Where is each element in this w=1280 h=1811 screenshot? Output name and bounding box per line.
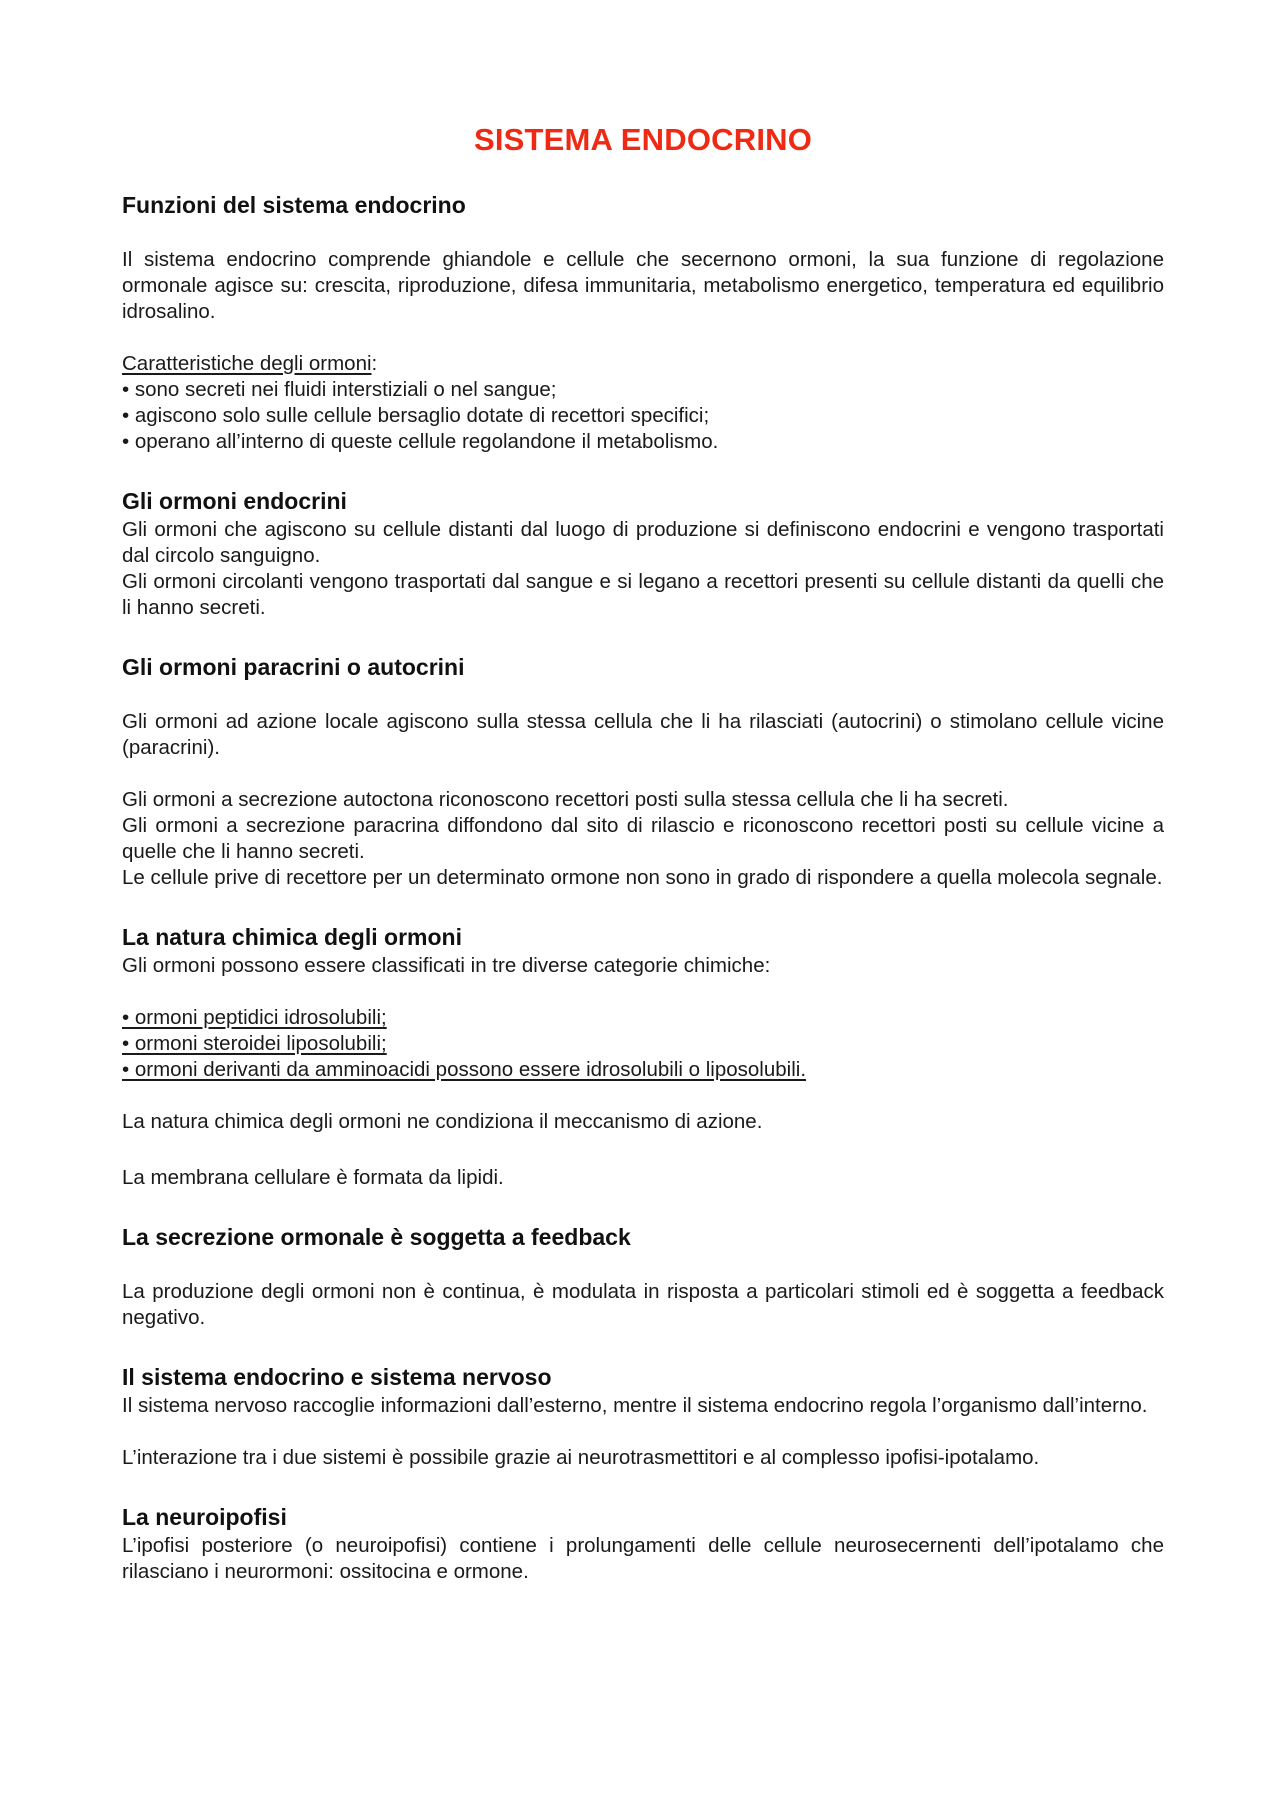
section-feedback bbox=[122, 1221, 1164, 1331]
list-title-line bbox=[122, 351, 1164, 377]
paragraph: Le cellule prive di recettore per un determinato ormone non sono in grado di rispondere a quella molecola segnale. bbox=[122, 866, 1163, 889]
list-item: • agiscono solo sulle cellule bersaglio dotate di recettori specifici; bbox=[122, 404, 710, 427]
section-neuroipofisi bbox=[122, 1501, 1164, 1585]
list-item: • ormoni steroidei liposolubili; bbox=[122, 1032, 387, 1055]
section-heading: Gli ormoni paracrini o autocrini bbox=[122, 654, 465, 680]
document-title: SISTEMA ENDOCRINO bbox=[473, 122, 813, 157]
list-item: • ormoni peptidici idrosolubili; bbox=[122, 1006, 387, 1029]
paragraph: Gli ormoni ad azione locale agiscono sulla stessa cellula che li ha rilasciati (autocrini) o stimolano cellule vicine (paracrini). bbox=[122, 710, 1164, 759]
section-heading: Gli ormoni endocrini bbox=[122, 488, 347, 514]
list-item: • operano all’interno di queste cellule regolandone il metabolismo. bbox=[122, 430, 719, 453]
paragraph: L’interazione tra i due sistemi è possibile grazie ai neurotrasmettitori e al complesso ipofisi-ipotalamo. bbox=[122, 1446, 1040, 1469]
section-endocrino-nervoso bbox=[122, 1361, 1164, 1471]
section-funzioni bbox=[122, 189, 1164, 455]
list-title: Caratteristiche degli ormoni bbox=[122, 352, 372, 375]
paragraph: Il sistema nervoso raccoglie informazioni dall’esterno, mentre il sistema endocrino regola l’organismo dall’interno. bbox=[122, 1394, 1148, 1417]
paragraph: L’ipofisi posteriore (o neuroipofisi) contiene i prolungamenti delle cellule neurosecernenti dell’ipotalamo che rilasciano i neurormoni: ossitocina e ormone. bbox=[122, 1534, 1164, 1583]
section-heading: La neuroipofisi bbox=[122, 1504, 287, 1530]
paragraph: Il sistema endocrino comprende ghiandole e cellule che secernono ormoni, la sua funzione di regolazione ormonale agisce su: crescita, riproduzione, difesa immunitaria, metabolismo energetico, temperatura ed equilibrio idrosalino. bbox=[122, 248, 1164, 323]
section-heading: Funzioni del sistema endocrino bbox=[122, 192, 466, 218]
list-item: • sono secreti nei fluidi interstiziali o nel sangue; bbox=[122, 378, 557, 401]
section-natura-chimica bbox=[122, 921, 1164, 1191]
paragraph: La membrana cellulare è formata da lipidi. bbox=[122, 1166, 504, 1189]
paragraph: Gli ormoni a secrezione paracrina diffondono dal sito di rilascio e riconoscono recettori posti su cellule vicine a quelle che li hanno secreti. bbox=[122, 814, 1164, 863]
list-item: • ormoni derivanti da amminoacidi possono essere idrosolubili o liposolubili. bbox=[122, 1058, 807, 1081]
section-ormoni-endocrini bbox=[122, 485, 1164, 621]
section-heading: La secrezione ormonale è soggetta a feedback bbox=[122, 1224, 631, 1250]
paragraph: La produzione degli ormoni non è continua, è modulata in risposta a particolari stimoli ed è soggetta a feedback negativo. bbox=[122, 1280, 1164, 1329]
section-heading: La natura chimica degli ormoni bbox=[122, 924, 462, 950]
paragraph: Gli ormoni circolanti vengono trasportati dal sangue e si legano a recettori presenti su cellule distanti da quelli che li hanno secreti. bbox=[122, 570, 1164, 619]
section-ormoni-paracrini bbox=[122, 651, 1164, 891]
paragraph: Gli ormoni che agiscono su cellule distanti dal luogo di produzione si definiscono endocrini e vengono trasportati dal circolo sanguigno. bbox=[122, 518, 1164, 567]
paragraph: Gli ormoni possono essere classificati in tre diverse categorie chimiche: bbox=[122, 954, 771, 977]
paragraph: La natura chimica degli ormoni ne condiziona il meccanismo di azione. bbox=[122, 1110, 763, 1133]
list-title-colon: : bbox=[371, 352, 378, 375]
section-heading: Il sistema endocrino e sistema nervoso bbox=[122, 1364, 552, 1390]
paragraph: Gli ormoni a secrezione autoctona riconoscono recettori posti sulla stessa cellula che li ha secreti. bbox=[122, 788, 1009, 811]
